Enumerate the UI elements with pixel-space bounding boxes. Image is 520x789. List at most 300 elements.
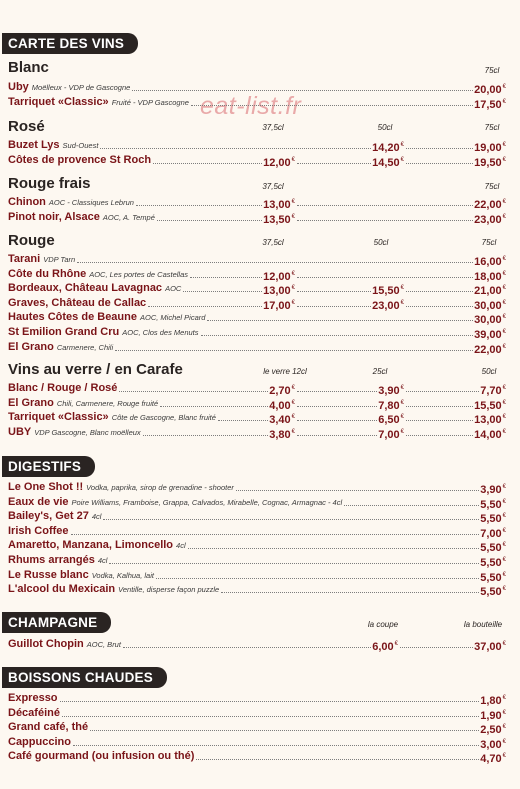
price-value: 19,00: [474, 142, 502, 154]
price-value: 15,50: [372, 285, 400, 298]
price-value: 3,80: [269, 428, 291, 441]
item-name: [8, 426, 141, 439]
menu-item: [8, 510, 508, 526]
menu-item: [8, 638, 508, 653]
item-price: [474, 282, 506, 297]
item-price: [480, 510, 506, 525]
item-price: [480, 382, 506, 397]
item-name: [8, 268, 188, 281]
item-price: [263, 196, 295, 211]
item-price: [269, 397, 295, 412]
dotted-leader: [218, 420, 268, 421]
column-header: 50cl: [373, 238, 389, 247]
item-name: [8, 297, 146, 309]
dotted-leader: [207, 320, 473, 321]
price-value: 13,50: [263, 213, 291, 226]
dotted-leader: [297, 391, 377, 392]
item-name: [8, 569, 154, 582]
dotted-leader: [406, 420, 473, 421]
euro-sign: €: [400, 385, 404, 391]
column-header: 75cl: [484, 182, 500, 191]
section-header: CHAMPAGNE: [8, 615, 98, 630]
menu-item: [8, 81, 508, 96]
price-value: 20,00: [474, 84, 502, 96]
item-name: [8, 510, 101, 523]
menu-item: [8, 568, 508, 584]
item-name-text: Cappuccino: [8, 735, 71, 748]
item-name-text: Expresso: [8, 692, 58, 704]
item-price: [372, 139, 404, 154]
price-value: 37,00: [474, 641, 502, 653]
item-price: [269, 411, 295, 426]
item-description: AOC, A. Tempé: [102, 212, 155, 222]
item-name-text: Côtes de provence St Roch: [8, 153, 152, 166]
item-price: [372, 282, 404, 297]
euro-sign: €: [291, 270, 295, 277]
price-value: 22,00: [474, 343, 502, 356]
euro-sign: €: [400, 414, 404, 421]
dotted-leader: [71, 534, 480, 535]
menu-item: [8, 735, 508, 751]
menu-item: [8, 196, 508, 211]
price-value: 21,00: [474, 285, 502, 298]
euro-sign: €: [502, 199, 506, 205]
price-value: 7,80: [378, 399, 400, 412]
column-header: le verre 12cl: [263, 367, 307, 376]
menu-item: [8, 296, 508, 312]
item-price: [480, 554, 506, 569]
item-price: [474, 411, 506, 426]
item-description: Côte de Gascogne, Blanc fruité: [111, 413, 216, 423]
item-name-text: Tarriquet «Classic»: [8, 95, 109, 108]
euro-sign: €: [502, 314, 506, 321]
dotted-leader: [119, 391, 268, 392]
euro-sign: €: [291, 285, 295, 292]
euro-sign: €: [502, 285, 506, 292]
euro-sign: €: [502, 586, 506, 593]
price-value: 2,70: [269, 385, 291, 397]
euro-sign: €: [502, 709, 506, 716]
dotted-leader: [60, 701, 480, 702]
price-value: 1,90: [480, 709, 502, 722]
euro-sign: €: [502, 399, 506, 406]
item-price: [474, 139, 506, 154]
menu-item: [8, 396, 508, 412]
item-name: [8, 721, 88, 733]
item-name: [8, 96, 189, 109]
dotted-leader: [236, 490, 479, 491]
price-value: 2,50: [480, 724, 502, 737]
column-header: 50cl: [377, 123, 393, 132]
column-header: 25cl: [372, 367, 388, 376]
euro-sign: €: [502, 428, 506, 435]
item-price: [474, 638, 506, 653]
dotted-leader: [73, 745, 479, 746]
price-value: 13,00: [474, 414, 502, 427]
item-name: [8, 583, 219, 596]
euro-sign: €: [502, 527, 506, 534]
item-description: Fruité - VDP Gascogne: [111, 97, 189, 107]
price-value: 18,00: [474, 270, 502, 283]
column-header: 37,5cl: [262, 123, 284, 132]
dotted-leader: [62, 716, 479, 717]
item-name-text: Guillot Chopin: [8, 638, 84, 650]
section-title: Blanc: [8, 59, 49, 76]
price-value: 13,00: [263, 199, 291, 211]
item-name: [8, 382, 117, 394]
item-price: [263, 282, 295, 297]
section-header: BOISSONS CHAUDES: [8, 670, 153, 685]
euro-sign: €: [502, 256, 506, 262]
item-price: [378, 411, 404, 426]
dotted-leader: [297, 420, 377, 421]
item-name: [8, 282, 181, 295]
column-header: 75cl: [484, 66, 500, 75]
dotted-leader: [188, 548, 480, 549]
item-name: [8, 341, 113, 354]
dotted-leader: [77, 262, 473, 263]
euro-sign: €: [291, 199, 295, 205]
euro-sign: €: [502, 343, 506, 350]
dotted-leader: [156, 578, 479, 579]
dotted-leader: [406, 406, 473, 407]
euro-sign: €: [502, 641, 506, 647]
price-value: 22,00: [474, 199, 502, 211]
dotted-leader: [297, 435, 377, 436]
price-value: 5,50: [480, 498, 502, 511]
item-price: [474, 196, 506, 211]
menu-item: [8, 340, 508, 356]
item-description: Carmenere, Chili: [56, 342, 114, 352]
price-value: 19,50: [474, 156, 502, 169]
price-value: 30,00: [474, 299, 502, 312]
dotted-leader: [400, 647, 473, 648]
item-name-text: Décaféiné: [8, 706, 60, 719]
item-price: [480, 525, 506, 540]
price-value: 3,00: [480, 738, 502, 751]
section-band: [2, 667, 167, 688]
item-description: AOC, Clos des Menuts: [122, 328, 199, 337]
dotted-leader: [297, 205, 473, 206]
item-price: [372, 297, 404, 312]
item-price: [372, 154, 404, 169]
euro-sign: €: [502, 329, 506, 335]
item-price: [378, 426, 404, 441]
item-price: [263, 154, 295, 169]
dotted-leader: [103, 519, 479, 520]
euro-sign: €: [291, 156, 295, 163]
column-header: la coupe: [367, 620, 399, 629]
dotted-leader: [153, 163, 262, 164]
item-price: [480, 496, 506, 511]
item-name-text: El Grano: [8, 396, 54, 409]
menu-item: [8, 706, 508, 722]
item-name-text: Buzet Lys: [8, 139, 60, 151]
euro-sign: €: [291, 428, 295, 435]
item-name: [8, 253, 75, 266]
euro-sign: €: [502, 498, 506, 505]
euro-sign: €: [400, 156, 404, 163]
item-price: [480, 692, 506, 707]
dotted-leader: [406, 291, 473, 292]
item-description: Vodka, paprika, sirop de grenadine - shooter: [86, 483, 234, 492]
dotted-leader: [221, 592, 479, 593]
menu-item: [8, 326, 508, 341]
euro-sign: €: [502, 213, 506, 220]
menu-item: [8, 153, 508, 169]
section-header: DIGESTIFS: [8, 459, 82, 474]
item-name-text: Blanc / Rouge / Rosé: [8, 382, 118, 394]
dotted-leader: [143, 435, 269, 436]
menu-item: [8, 210, 508, 226]
section-title: Vins au verre / en Carafe: [8, 361, 183, 378]
euro-sign: €: [291, 299, 295, 306]
price-value: 5,50: [480, 542, 502, 555]
item-description: Poire Williams, Framboise, Grappa, Calvados, Mirabelle, Cognac, Armagnac - 4cl: [71, 497, 343, 507]
menu-item: [8, 524, 508, 540]
item-price: [480, 736, 506, 751]
dotted-leader: [406, 306, 473, 307]
item-price: [372, 638, 398, 653]
euro-sign: €: [400, 285, 404, 292]
item-description: AOC - Classiques Lebrun: [48, 198, 134, 207]
euro-sign: €: [400, 399, 404, 406]
item-name-text: Chinon: [8, 196, 46, 208]
euro-sign: €: [502, 270, 506, 277]
euro-sign: €: [400, 428, 404, 435]
item-name-text: El Grano: [8, 340, 54, 353]
item-name: [8, 411, 216, 424]
item-price: [474, 154, 506, 169]
dotted-leader: [90, 730, 479, 731]
item-price: [474, 426, 506, 441]
item-name-text: Hautes Côtes de Beaune: [8, 311, 137, 324]
item-price: [474, 96, 506, 111]
price-value: 5,50: [480, 586, 502, 599]
menu-item: [8, 253, 508, 268]
item-name-text: Graves, Château de Callac: [8, 296, 147, 309]
item-name: [8, 81, 130, 94]
dotted-leader: [115, 350, 473, 351]
dotted-leader: [123, 647, 371, 648]
price-value: 4,00: [269, 399, 291, 412]
item-name-text: Amaretto, Manzana, Limoncello: [8, 539, 174, 552]
section-header: CARTE DES VINS: [8, 36, 125, 51]
euro-sign: €: [502, 557, 506, 563]
item-price: [480, 707, 506, 722]
euro-sign: €: [400, 142, 404, 148]
euro-sign: €: [502, 513, 506, 520]
price-value: 6,50: [378, 414, 400, 427]
item-name: [8, 638, 121, 651]
item-name: [8, 481, 234, 494]
item-name: [8, 750, 194, 762]
dotted-leader: [183, 291, 262, 292]
item-name-text: St Emilion Grand Cru: [8, 326, 120, 338]
menu-item: [8, 282, 508, 298]
price-value: 17,00: [263, 299, 291, 312]
item-description: AOC, Michel Picard: [139, 313, 206, 323]
dotted-leader: [406, 163, 473, 164]
item-price: [480, 583, 506, 598]
price-value: 13,00: [263, 285, 291, 298]
item-name-text: L'alcool du Mexicain: [8, 583, 116, 596]
item-price: [474, 397, 506, 412]
section-band: [2, 456, 95, 477]
dotted-leader: [297, 277, 473, 278]
price-value: 23,00: [474, 213, 502, 226]
euro-sign: €: [502, 753, 506, 760]
item-price: [474, 341, 506, 356]
section-title: Rouge frais: [8, 175, 91, 192]
column-header: 50cl: [481, 367, 497, 376]
menu-item: [8, 692, 508, 707]
menu-item: [8, 554, 508, 569]
section-title: Rouge: [8, 232, 55, 249]
item-name: [8, 196, 134, 209]
euro-sign: €: [394, 641, 398, 647]
item-name: [8, 707, 60, 719]
euro-sign: €: [502, 724, 506, 731]
menu-item: [8, 481, 508, 496]
dotted-leader: [297, 163, 371, 164]
price-value: 15,50: [474, 399, 502, 412]
euro-sign: €: [502, 542, 506, 549]
euro-sign: €: [502, 571, 506, 578]
item-name-text: Côte du Rhône: [8, 267, 87, 280]
section-title: Rosé: [8, 118, 45, 135]
item-name: [8, 311, 205, 324]
dotted-leader: [157, 220, 262, 221]
item-name-text: Le Russe blanc: [8, 568, 89, 581]
item-name-text: Tarriquet «Classic»: [8, 411, 109, 424]
euro-sign: €: [502, 142, 506, 148]
euro-sign: €: [502, 385, 506, 391]
item-price: [480, 750, 506, 765]
price-value: 39,00: [474, 329, 502, 341]
item-name: [8, 692, 58, 704]
menu-item: [8, 382, 508, 397]
price-value: 7,70: [480, 385, 502, 397]
dotted-leader: [148, 306, 262, 307]
euro-sign: €: [291, 385, 295, 391]
dotted-leader: [344, 505, 479, 506]
price-value: 7,00: [378, 428, 400, 441]
item-name-text: Eaux de vie: [8, 495, 69, 508]
column-header: 75cl: [481, 238, 497, 247]
euro-sign: €: [502, 299, 506, 306]
menu-item: [8, 539, 508, 555]
section-band: [2, 612, 111, 633]
item-description: 4cl: [97, 556, 108, 565]
menu-item: [8, 495, 508, 511]
menu-item: [8, 425, 508, 441]
price-value: 23,00: [372, 299, 400, 312]
price-value: 14,20: [372, 142, 400, 154]
euro-sign: €: [502, 414, 506, 421]
item-name-text: Café gourmand (ou infusion ou thé): [8, 750, 195, 763]
item-name: [8, 397, 158, 410]
item-price: [480, 721, 506, 736]
price-value: 12,00: [263, 156, 291, 169]
dotted-leader: [406, 391, 479, 392]
dotted-leader: [191, 105, 473, 106]
item-description: Ventille, disperse façon puzzle: [118, 585, 220, 595]
item-description: 4cl: [91, 512, 102, 522]
menu-item: [8, 267, 508, 283]
item-price: [269, 426, 295, 441]
item-name: [8, 539, 186, 552]
watermark: eat-list.fr: [200, 92, 302, 120]
column-header: 75cl: [484, 123, 500, 132]
euro-sign: €: [291, 399, 295, 406]
menu-item: [8, 411, 508, 427]
item-name: [8, 525, 69, 537]
price-value: 30,00: [474, 314, 502, 327]
dotted-leader: [136, 205, 262, 206]
item-name-text: Bordeaux, Château Lavagnac: [8, 282, 163, 295]
menu-item: [8, 311, 508, 327]
dotted-leader: [297, 306, 371, 307]
menu-item: [8, 721, 508, 737]
price-value: 12,00: [263, 270, 291, 283]
item-description: Chili, Carmenere, Rouge fruité: [56, 398, 159, 408]
item-description: AOC, Les portes de Castellas: [89, 269, 189, 279]
euro-sign: €: [502, 156, 506, 163]
dotted-leader: [109, 563, 479, 564]
item-name-text: Le One Shot !!: [8, 481, 84, 493]
dotted-leader: [160, 406, 268, 407]
section-band: [2, 33, 138, 54]
menu-item: [8, 139, 508, 154]
item-description: AOC, Brut: [86, 640, 121, 649]
euro-sign: €: [502, 84, 506, 90]
dotted-leader: [406, 435, 473, 436]
column-header: 37,5cl: [262, 238, 284, 247]
item-price: [263, 297, 295, 312]
item-price: [480, 481, 506, 496]
item-price: [474, 81, 506, 96]
item-description: 4cl: [176, 541, 186, 551]
item-name-text: Rhums arrangés: [8, 554, 95, 566]
price-value: 3,40: [269, 414, 291, 427]
item-price: [263, 268, 295, 283]
price-value: 5,50: [480, 513, 502, 526]
price-value: 14,00: [474, 428, 502, 441]
dotted-leader: [100, 148, 371, 149]
item-price: [474, 297, 506, 312]
euro-sign: €: [502, 98, 506, 105]
price-value: 7,00: [480, 527, 502, 540]
price-value: 6,00: [372, 641, 394, 653]
item-price: [480, 569, 506, 584]
item-name: [8, 496, 342, 509]
item-description: VDP Gascogne, Blanc moëlleux: [34, 427, 141, 437]
item-price: [474, 253, 506, 268]
euro-sign: €: [291, 414, 295, 421]
item-name: [8, 736, 71, 748]
price-value: 3,90: [480, 484, 502, 496]
item-name-text: Grand café, thé: [8, 721, 89, 734]
dotted-leader: [297, 406, 377, 407]
item-name-text: Uby: [8, 81, 29, 93]
euro-sign: €: [291, 213, 295, 220]
item-description: Vodka, Kalhua, lait: [91, 570, 154, 580]
item-name: [8, 554, 107, 567]
item-name: [8, 326, 199, 339]
dotted-leader: [297, 291, 371, 292]
euro-sign: €: [400, 299, 404, 306]
